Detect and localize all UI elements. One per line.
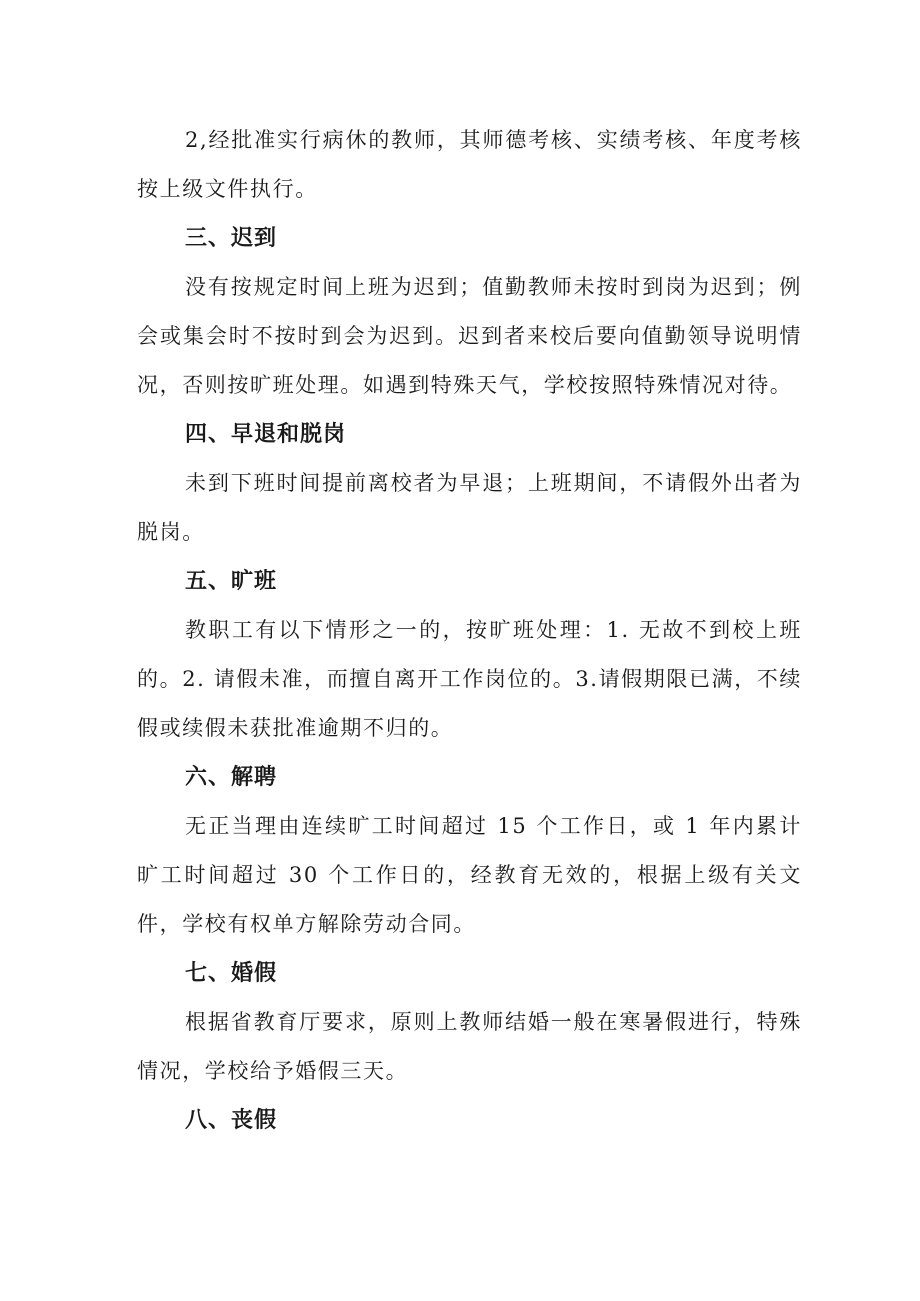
paragraph-sick-leave-assessment: 2,经批准实行病休的教师，其师德考核、实绩考核、年度考核按上级文件执行。 [137,128,802,201]
heading-early-leave: 四、早退和脱岗 [185,422,347,447]
heading-dismissal: 六、解聘 [185,765,278,790]
heading-bereavement-leave: 八、丧假 [185,1108,278,1133]
paragraph-late-arrival: 没有按规定时间上班为迟到；值勤教师未按时到岗为迟到；例会或集会时不按时到会为迟到。迟到者来校后要向值勤领导说明情况，否则按旷班处理。如遇到特殊天气，学校按照特殊情况对待。 [137,275,802,397]
heading-absenteeism: 五、旷班 [185,569,278,594]
paragraph-dismissal: 无正当理由连续旷工时间超过 15 个工作日，或 1 年内累计旷工时间超过 30 个工作日的，经教育无效的，根据上级有关文件，学校有权单方解除劳动合同。 [137,814,802,936]
document-body [137,116,802,1145]
heading-marriage-leave: 七、婚假 [185,961,278,986]
paragraph-absenteeism: 教职工有以下情形之一的，按旷班处理：1. 无故不到校上班的。2. 请假未准，而擅自离开工作岗位的。3.请假期限已满，不续假或续假未获批准逾期不归的。 [137,618,802,740]
paragraph-early-leave: 未到下班时间提前离校者为早退；上班期间，不请假外出者为脱岗。 [137,471,802,544]
paragraph-marriage-leave: 根据省教育厅要求，原则上教师结婚一般在寒暑假进行，特殊情况，学校给予婚假三天。 [137,1010,802,1083]
heading-late-arrival: 三、迟到 [185,226,278,251]
